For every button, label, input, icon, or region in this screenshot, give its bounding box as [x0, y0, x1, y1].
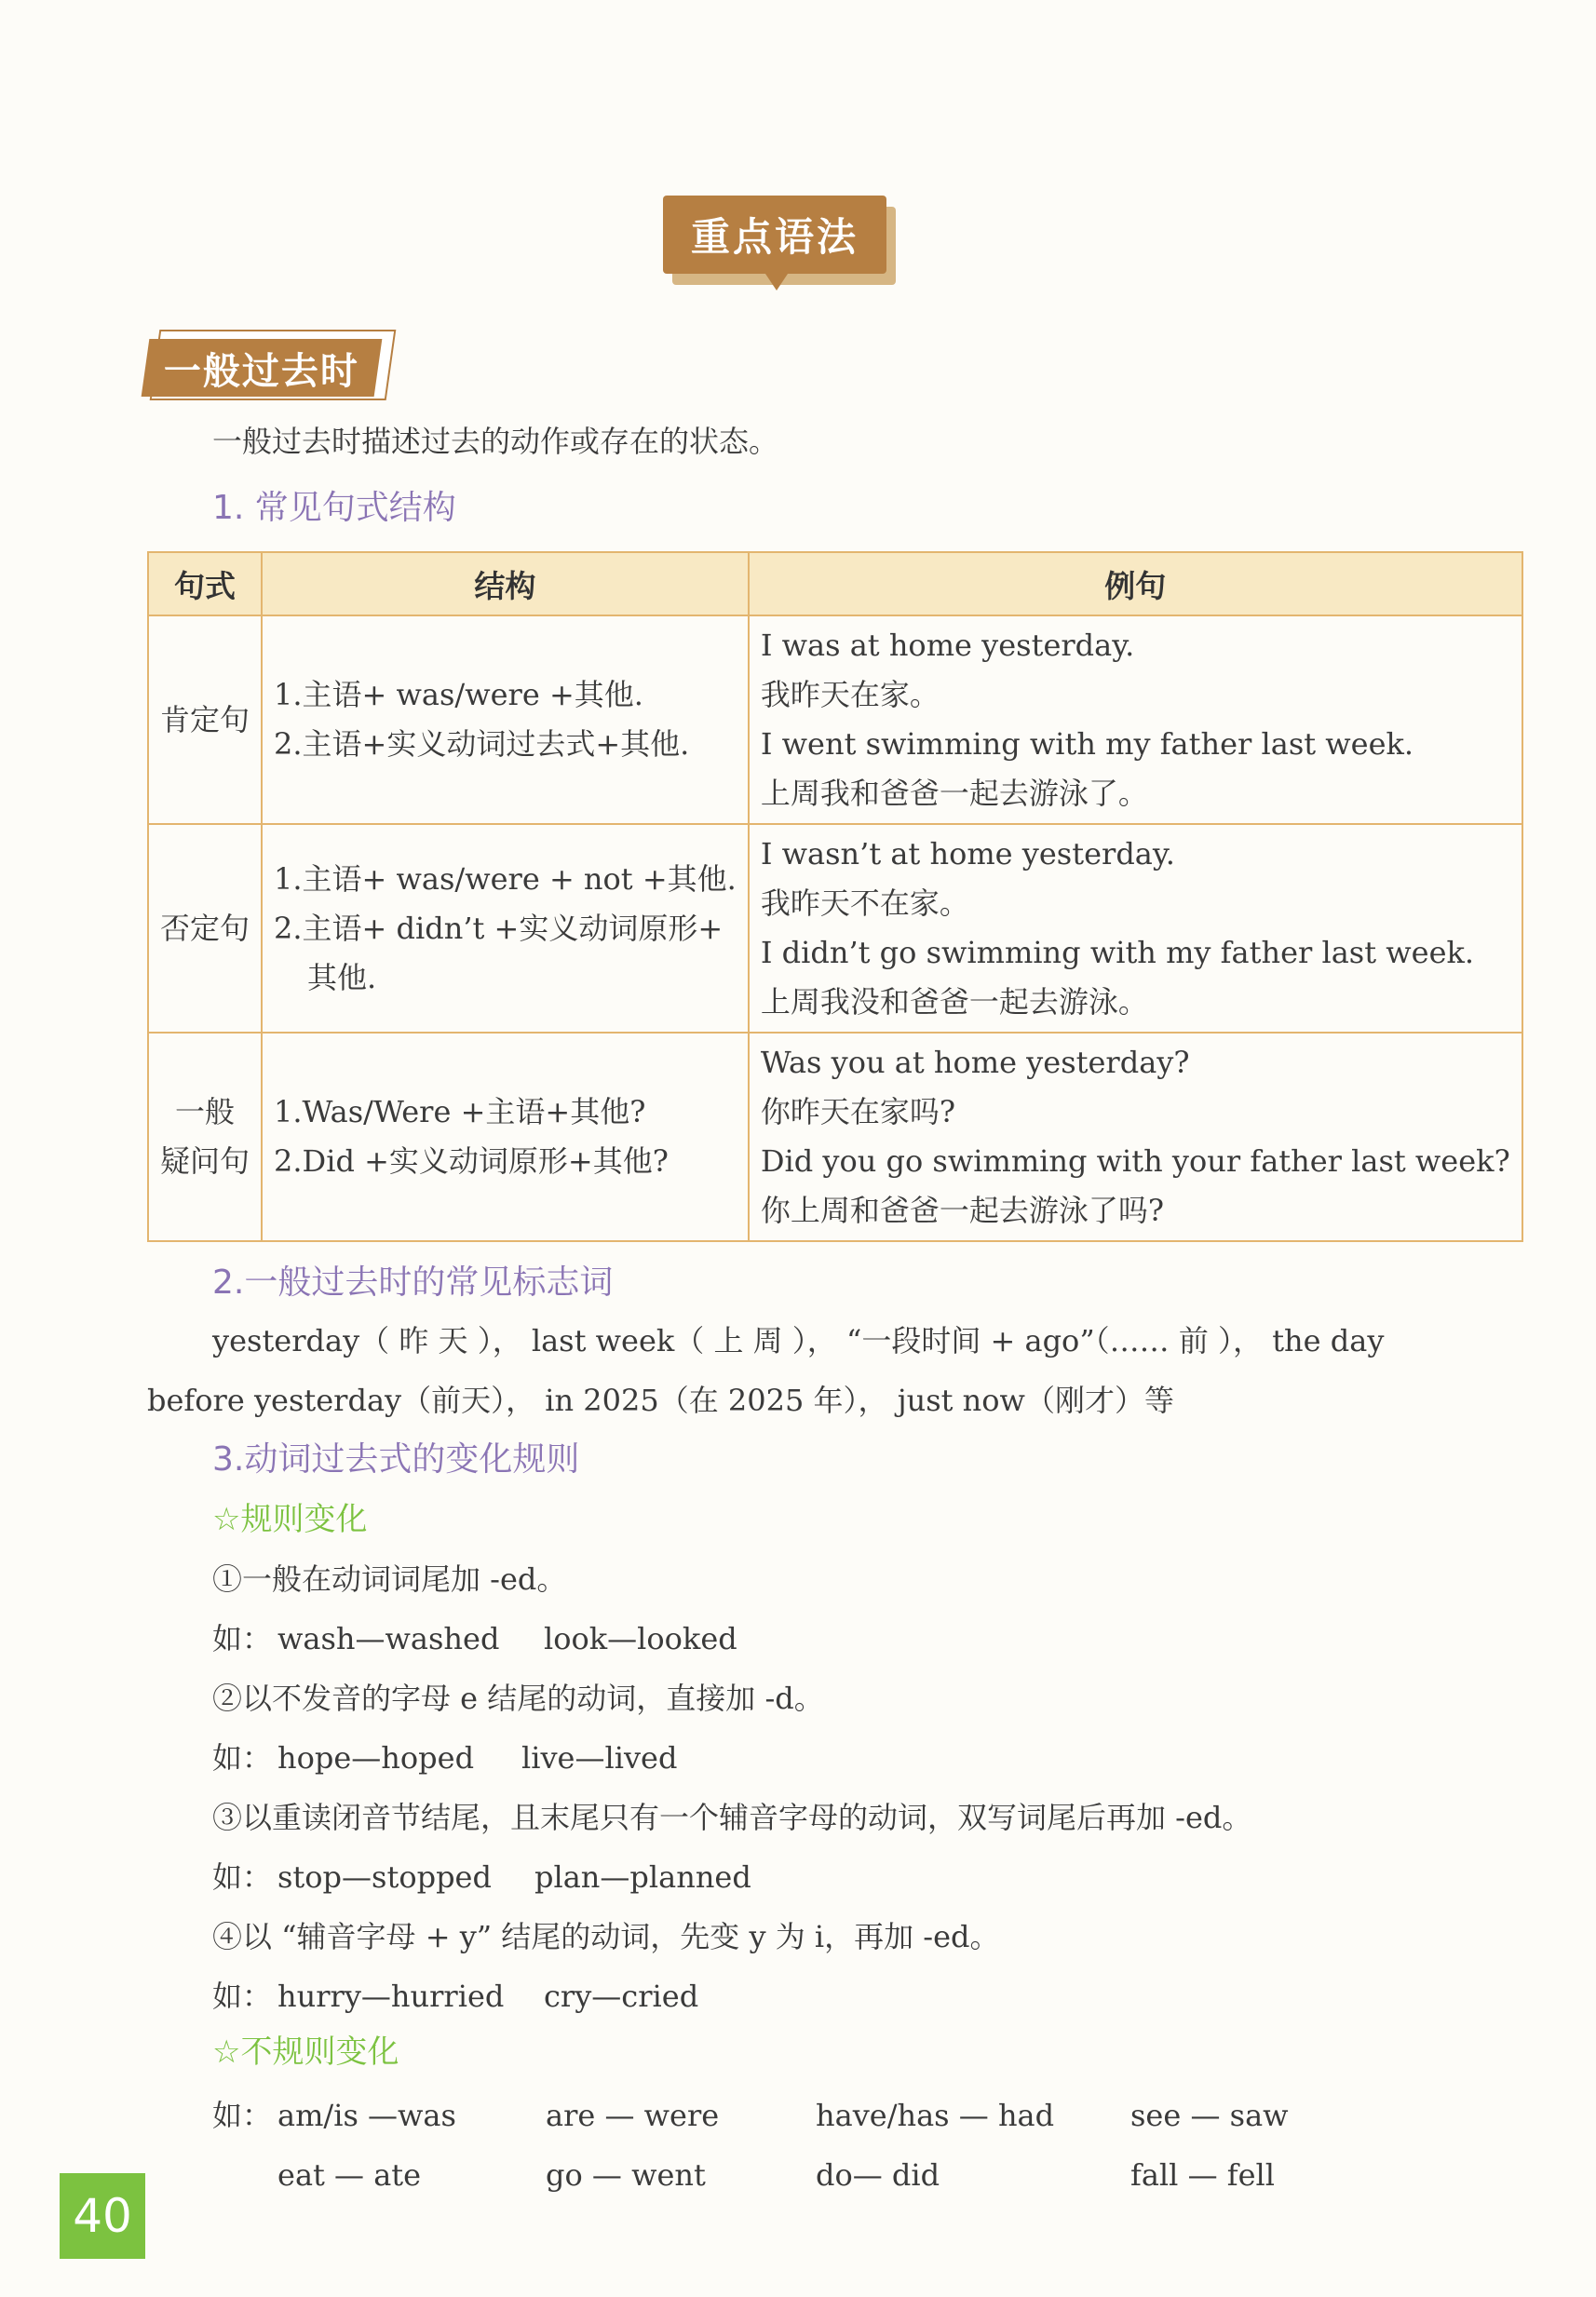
sentence-type-line: 一般: [175, 1094, 236, 1129]
irregular-example-prefix: 如：: [212, 2098, 273, 2133]
rule-example: plan—planned: [534, 1859, 751, 1895]
example-line: I went swimming with my father last week.: [760, 726, 1414, 762]
rule-example: look—looked: [544, 1621, 737, 1656]
table-row: [148, 615, 1522, 824]
example-line: I didn’t go swimming with my father last week.: [760, 935, 1475, 970]
irregular-verb-pair: am/is —was: [277, 2098, 456, 2133]
rule-example: hurry—hurried: [277, 1979, 505, 2014]
rule-example: cry—cried: [544, 1979, 699, 2014]
rule-text: ①一般在动词词尾加 -ed。: [212, 1561, 567, 1597]
sentence-type-line: 疑问句: [160, 1143, 250, 1179]
example-line: 上周我和爸爸一起去游泳了。: [760, 776, 1148, 811]
irregular-verb-pair: fall — fell: [1130, 2157, 1275, 2193]
irregular-change-title: ☆不规则变化: [212, 2034, 399, 2071]
example-line: 我昨天不在家。: [760, 885, 969, 921]
example-line: 你上周和爸爸一起去游泳了吗?: [760, 1193, 1164, 1228]
sentence-type: [148, 1033, 262, 1241]
time-markers-line: before yesterday（前天）， in 2025（在 2025 年）， just now（刚才）等: [147, 1383, 1174, 1418]
rule-example-prefix: 如：: [212, 1859, 273, 1895]
heading-time-markers: 2.一般过去时的常见标志词: [212, 1263, 614, 1302]
structure-line: 1.主语+ was/were +其他.: [274, 677, 643, 712]
rule-example: stop—stopped: [277, 1859, 492, 1895]
structure-line: 1.Was/Were +主语+其他?: [274, 1094, 646, 1129]
structure-line: 2.主语+实义动词过去式+其他.: [274, 726, 690, 762]
table-header: 例句: [749, 552, 1522, 615]
structure-line: 其他.: [307, 959, 377, 995]
example-line: Was you at home yesterday?: [760, 1045, 1190, 1080]
example-line: 你昨天在家吗?: [760, 1094, 955, 1129]
rule-example: wash—washed: [277, 1621, 500, 1656]
structure-cell: [262, 824, 749, 1033]
irregular-verb-pair: eat — ate: [277, 2157, 422, 2193]
example-cell: [749, 824, 1522, 1033]
table-header-row: [148, 552, 1522, 615]
example-cell: [749, 615, 1522, 824]
irregular-verb-pair: are — were: [546, 2098, 720, 2133]
badge-title: 重点语法: [663, 196, 886, 274]
topic-tag-label: 一般过去时: [164, 349, 359, 393]
rule-text: ②以不发音的字母 e 结尾的动词，直接加 -d。: [212, 1681, 824, 1716]
irregular-verb-pair: see — saw: [1130, 2098, 1289, 2133]
sentence-type: 否定句: [148, 824, 262, 1033]
table-row: [148, 1033, 1522, 1241]
table-row: [148, 824, 1522, 1033]
regular-change-title: ☆规则变化: [212, 1501, 368, 1538]
time-markers-line: yesterday（ 昨 天 ）， last week（ 上 周 ）， “一段时间 + ago”（…… 前 ）， the day: [212, 1323, 1385, 1358]
rule-example-prefix: 如：: [212, 1740, 273, 1776]
rule-text: ④以 “辅音字母 + y” 结尾的动词，先变 y 为 i，再加 -ed。: [212, 1919, 1000, 1954]
rule-example: live—lived: [521, 1740, 678, 1776]
example-cell: [749, 1033, 1522, 1241]
heading-verb-rules: 3.动词过去式的变化规则: [212, 1440, 580, 1479]
example-line: 我昨天在家。: [760, 677, 940, 712]
example-line: 上周我没和爸爸一起去游泳。: [760, 984, 1148, 1020]
topic-tag: [145, 335, 397, 400]
rule-example: hope—hoped: [277, 1740, 475, 1776]
table-header: 句式: [148, 552, 262, 615]
structure-line: 2.Did +实义动词原形+其他?: [274, 1143, 669, 1179]
sentence-structure-table: [147, 551, 1523, 1242]
example-line: I was at home yesterday.: [760, 628, 1135, 663]
structure-line: 1.主语+ was/were + not +其他.: [274, 860, 737, 897]
rule-example-prefix: 如：: [212, 1621, 273, 1656]
heading-sentence-structure: 1. 常见句式结构: [212, 489, 456, 527]
structure-line: 2.主语+ didn’t +实义动词原形+: [274, 910, 724, 946]
structure-cell: [262, 1033, 749, 1241]
structure-cell: [262, 615, 749, 824]
irregular-verb-pair: have/has — had: [816, 2098, 1055, 2133]
page-number: 40: [60, 2173, 145, 2259]
rule-text: ③以重读闭音节结尾，且末尾只有一个辅音字母的动词，双写词尾后再加 -ed。: [212, 1800, 1252, 1835]
irregular-verb-pair: go — went: [546, 2157, 706, 2193]
table-header: 结构: [262, 552, 749, 615]
example-line: Did you go swimming with your father last week?: [760, 1143, 1510, 1179]
intro-text: 一般过去时描述过去的动作或存在的状态。: [212, 424, 779, 459]
sentence-type: 肯定句: [148, 615, 262, 824]
example-line: I wasn’t at home yesterday.: [760, 836, 1175, 872]
rule-example-prefix: 如：: [212, 1979, 273, 2014]
section-badge: [663, 196, 898, 296]
irregular-verb-pair: do— did: [816, 2157, 940, 2193]
